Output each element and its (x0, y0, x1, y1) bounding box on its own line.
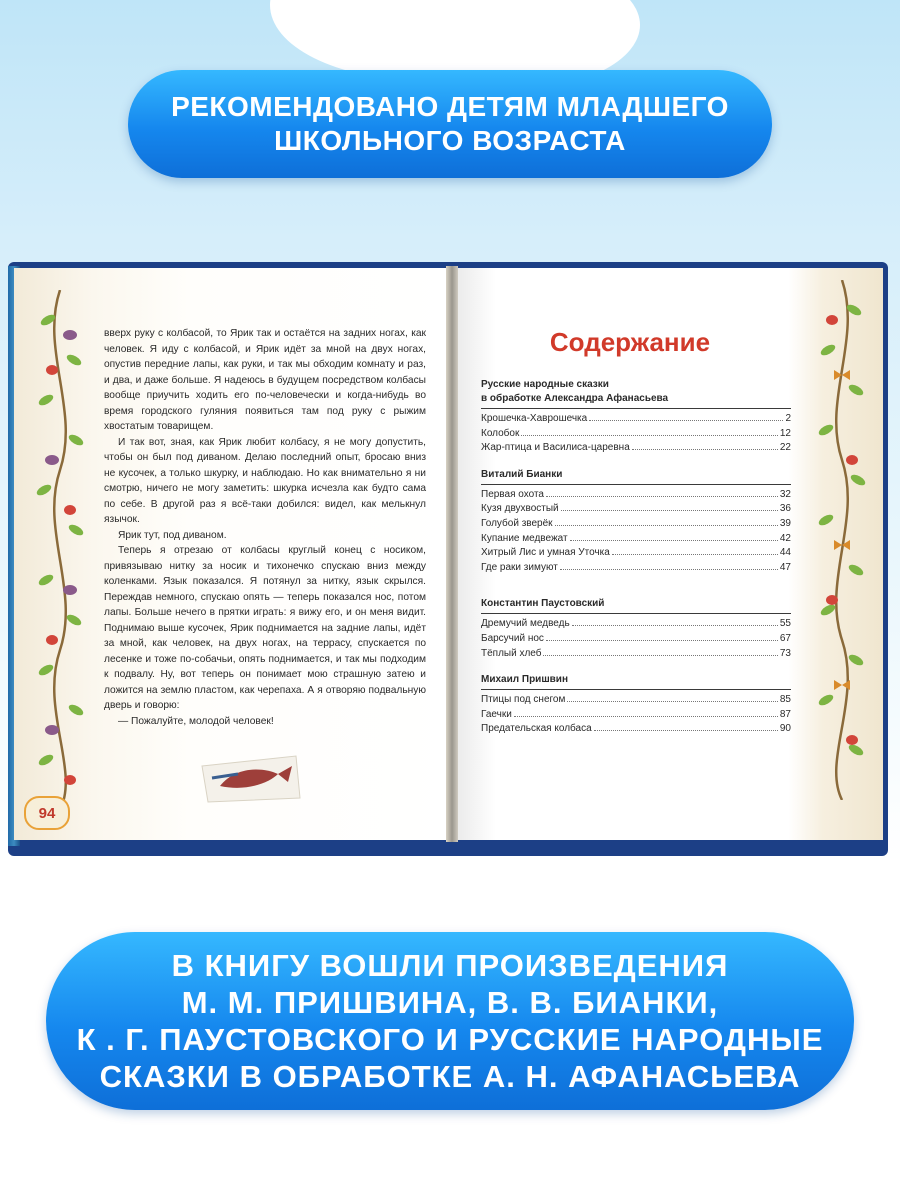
story-paragraph: — Пожалуйте, молодой человек! (118, 715, 274, 727)
toc-rule (481, 689, 791, 690)
toc-rule (481, 484, 791, 485)
toc-entry-page: 32 (779, 488, 791, 500)
recommendation-banner (128, 70, 772, 178)
toc-author: Константин Паустовский (481, 598, 605, 610)
toc-leader (572, 625, 778, 626)
toc-section (481, 673, 791, 737)
story-paragraph: вверх руку с колбасой, то Ярик так и остаётся на задних ногах, как человек. Я иду с колбасой, и Ярик идёт за мной на двух ногах, опустив передние лапы, как руки, и так мы обходим комнату и раз, и два, и даже больше. Я надеюсь в будущем посредством колбасы вообще приучить ходить его по-человечески и когда-нибудь во время городского гуляния появиться там под руку с рыжим хвостатым товарищем. (104, 328, 426, 432)
toc-entry (481, 546, 791, 561)
toc-author: Русские народные сказки (481, 379, 609, 390)
toc-section (481, 468, 791, 576)
toc-leader (521, 435, 778, 436)
story-paragraph: Ярик тут, под диваном. (118, 529, 227, 541)
toc-entry-title: Тёплый хлеб (481, 647, 542, 659)
banner-line: К . Г. ПАУСТОВСКОГО И РУССКИЕ НАРОДНЫЕ (76, 1022, 824, 1057)
toc-entry-title: Хитрый Лис и умная Уточка (481, 547, 610, 559)
toc-leader (589, 420, 783, 421)
toc-entry (481, 632, 791, 647)
toc-section (481, 378, 791, 456)
toc-entry (481, 502, 791, 517)
toc-author: Михаил Пришвин (481, 674, 568, 686)
toc-section (481, 597, 791, 661)
toc-title: Содержание (549, 327, 711, 357)
toc-entry (481, 561, 791, 576)
toc-entry-page: 90 (779, 723, 791, 735)
toc-rule (481, 408, 791, 409)
toc-entry (481, 647, 791, 662)
vine-decoration-right (812, 280, 872, 800)
toc-entry-title: Барсучий нос (481, 632, 544, 644)
book-gutter (446, 266, 458, 842)
toc-entry (481, 441, 791, 456)
toc-entry-title: Где раки зимуют (481, 561, 558, 573)
toc-entry-title: Первая охота (481, 488, 544, 500)
toc-author: Виталий Бианки (481, 468, 563, 480)
toc-entry-page: 42 (779, 532, 791, 544)
toc-leader (561, 510, 778, 511)
toc-entry-title: Гаечки (481, 708, 512, 720)
toc-entry-page: 73 (779, 647, 791, 659)
page-number: 94 (24, 796, 70, 830)
toc-entry-title: Колобок (481, 427, 520, 439)
toc-entry-page: 85 (779, 694, 791, 706)
toc-leader (555, 525, 778, 526)
toc-leader (560, 569, 778, 570)
toc-entry (481, 532, 791, 547)
toc-leader (546, 496, 778, 497)
banner-line: СКАЗКИ В ОБРАБОТКЕ А. Н. АФАНАСЬЕВА (99, 1059, 801, 1094)
toc-entry-page: 22 (779, 442, 791, 454)
toc-leader (514, 716, 778, 717)
toc-entry (481, 488, 791, 503)
toc-rule (481, 613, 791, 614)
story-paragraph: И так вот, зная, как Ярик любит колбасу, я не могу допустить, чтобы он был под диваном. Делаю последний опыт, бросаю вниз не кусочек, а только шкурку, и наблюдаю. Но как внимательно я ни смотрю, ничего не могу заметить: шкурка исчезла как будто сама по себе. В другой раз я всё-таки добился: видел, как мелькнул язычок. (104, 436, 426, 525)
toc-entry (481, 693, 791, 708)
toc-entry-title: Дремучий медведь (481, 618, 570, 630)
toc-entry (481, 617, 791, 632)
toc-entry-title: Жар-птица и Василиса-царевна (481, 442, 630, 454)
story-text (104, 326, 426, 729)
toc-entry-page: 47 (779, 561, 791, 573)
contents-banner (46, 932, 854, 1110)
toc-entry-title: Предательская колбаса (481, 723, 592, 735)
toc-entry-title: Голубой зверёк (481, 517, 553, 529)
toc-entry-page: 87 (779, 708, 791, 720)
toc-entry-title: Птицы под снегом (481, 694, 566, 706)
toc-author: в обработке Александра Афанасьева (481, 393, 669, 404)
toc-leader (594, 730, 778, 731)
banner-line: ШКОЛЬНОГО ВОЗРАСТА (274, 125, 626, 156)
toc-entry-page: 36 (779, 503, 791, 515)
vine-decoration-left (30, 290, 90, 810)
toc-entry-page: 67 (779, 632, 791, 644)
story-paragraph: Теперь я отрезаю от колбасы круглый конец с носиком, привязываю нитку за носик и тихонечко спускаю вниз между коленками. Язык показался. Я потянул за нитку, язык скрылся. Переждав немного, спускаю опять — теперь показался нос, потом лапы. Больше нечего в прятки играть: я вижу его, и он меня видит. Поднимаю выше кусочек, Ярик поднимается на задние лапы, идёт за мной, как человек, на двух ногах, на террасу, спускается по лесенке и тоже по-собачьи, опять поднимается, и так мы подходим к подвалу. Ну, вот теперь он понимает мою страшную затею и ложится на землю пластом, как черепаха. А я отворяю подвальную дверь и говорю: (104, 545, 426, 711)
banner-line: РЕКОМЕНДОВАНО ДЕТЯМ МЛАДШЕГО (171, 91, 729, 122)
toc-leader (567, 701, 778, 702)
toc-entry (481, 427, 791, 442)
toc-entry-page: 12 (779, 427, 791, 439)
banner-line: М. М. ПРИШВИНА, В. В. БИАНКИ, (181, 985, 719, 1020)
toc-leader (612, 554, 778, 555)
toc-leader (570, 540, 778, 541)
toc-leader (543, 655, 777, 656)
toc-entry-page: 55 (779, 618, 791, 630)
toc-entry-title: Купание медвежат (481, 532, 568, 544)
toc-leader (546, 640, 778, 641)
toc-entry-title: Кузя двухвостый (481, 503, 559, 515)
toc-entry-page: 44 (779, 547, 791, 559)
table-of-contents (481, 378, 791, 749)
toc-entry (481, 412, 791, 427)
toc-entry (481, 517, 791, 532)
fish-illustration (198, 752, 302, 804)
toc-entry-title: Крошечка-Хаврошечка (481, 413, 588, 424)
toc-entry (481, 708, 791, 723)
toc-leader (632, 449, 778, 450)
toc-entry-page: 39 (779, 517, 791, 529)
toc-entry (481, 722, 791, 737)
toc-entry-page: 2 (785, 413, 791, 424)
banner-line: В КНИГУ ВОШЛИ ПРОИЗВЕДЕНИЯ (171, 948, 729, 983)
